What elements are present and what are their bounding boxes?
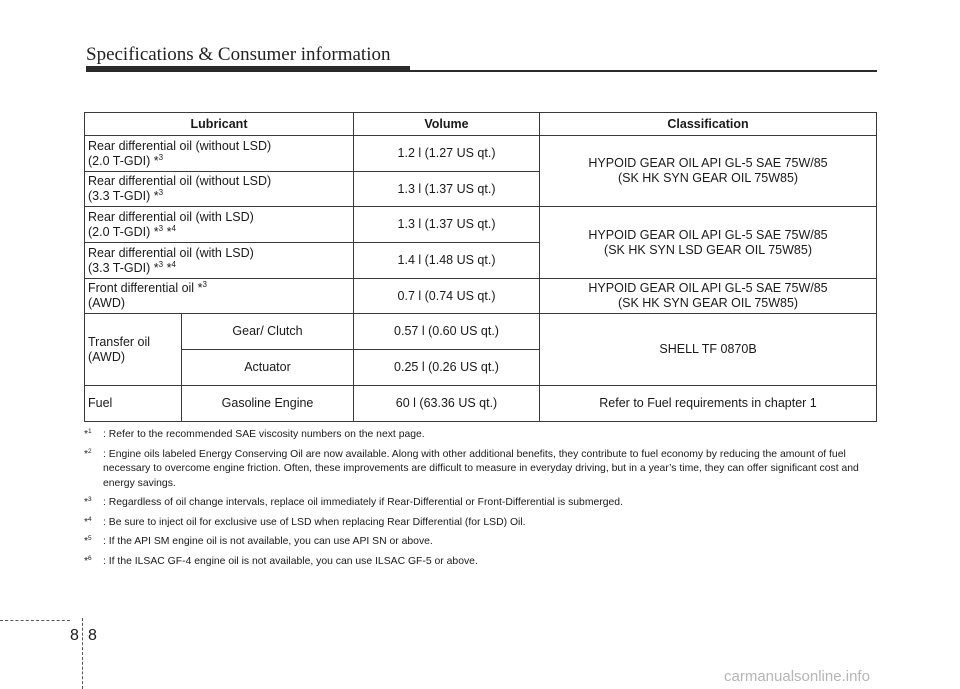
lubricant-name: Transfer oil — [88, 334, 151, 349]
classification-line: HYPOID GEAR OIL API GL-5 SAE 75W/85 — [588, 156, 828, 170]
footnote-asterisk: * — [84, 497, 89, 508]
footnote-mark: * — [197, 281, 203, 295]
volume-cell: 1.3 l (1.37 US qt.) — [354, 172, 540, 207]
footnote-ref: 3 — [158, 259, 164, 269]
footnote-ref: 4 — [171, 223, 176, 233]
lubricant-engine: (3.3 T-GDI) — [88, 260, 151, 275]
classification-cell — [540, 279, 877, 314]
volume-cell: 60 l (63.36 US qt.) — [354, 386, 540, 422]
volume-cell: 1.3 l (1.37 US qt.) — [354, 207, 540, 243]
footnote-text: : Engine oils labeled Energy Conserving Oil are now available. Along with other additional benefits, they contribute to fuel economy by reducing the amount of fuel necessary to overcome engine friction. Often, these improvements are difficult to measure in everyday driving, but in a year’s time, they can offer significant cost and energy savings. — [103, 448, 859, 489]
footnote-ref: 3 — [202, 280, 207, 289]
lubricant-engine: (3.3 T-GDI) — [88, 189, 151, 203]
footnote-asterisk: * — [84, 429, 89, 440]
margin-dash-horizontal — [0, 620, 70, 621]
footnote-marker — [84, 535, 103, 550]
header-volume: Volume — [354, 113, 540, 136]
footnote-number: 2 — [88, 447, 92, 455]
lubricant-cell — [85, 207, 354, 243]
volume-cell: 0.25 l (0.26 US qt.) — [354, 350, 540, 386]
lubricant-name: Rear differential oil (with LSD) — [88, 245, 254, 260]
lubricant-cell — [85, 243, 354, 279]
classification-cell — [540, 136, 877, 207]
footnote-mark: * — [153, 189, 159, 203]
footnote-text: : If the ILSAC GF-4 engine oil is not available, you can use ILSAC GF-5 or above. — [103, 555, 478, 567]
classification-cell: Refer to Fuel requirements in chapter 1 — [540, 386, 877, 422]
header-rule-thick — [86, 66, 410, 72]
section-number: 8 — [70, 627, 79, 644]
page-number: 8 — [88, 627, 97, 644]
footnote-marker — [84, 516, 103, 531]
margin-dash-vertical — [82, 618, 83, 689]
footnote-item — [84, 496, 877, 511]
footnote-text: : Regardless of oil change intervals, replace oil immediately if Rear-Differential or Front-Differential is submerged. — [103, 497, 623, 508]
table-row — [85, 207, 877, 243]
lubricant-spec-table — [84, 112, 877, 422]
footnote-text: : If the API SM engine oil is not available, you can use API SN or above. — [103, 536, 433, 547]
footnote-mark: * — [166, 224, 172, 239]
volume-cell: 0.7 l (0.74 US qt.) — [354, 279, 540, 314]
classification-line: HYPOID GEAR OIL API GL-5 SAE 75W/85 — [588, 227, 828, 242]
classification-line: (SK HK SYN GEAR OIL 75W85) — [617, 296, 799, 310]
lubricant-engine: (AWD) — [88, 349, 126, 364]
lubricant-cell — [85, 136, 354, 172]
footnote-item — [84, 448, 877, 492]
table-row — [85, 314, 877, 350]
header-classification: Classification — [540, 113, 877, 136]
classification-cell — [540, 207, 877, 279]
footnote-item — [84, 555, 877, 570]
classification-cell: SHELL TF 0870B — [540, 314, 877, 386]
lubricant-name: Front differential oil — [88, 281, 195, 295]
footnote-number: 3 — [88, 496, 92, 503]
volume-cell: 1.2 l (1.27 US qt.) — [354, 136, 540, 172]
footnote-mark: * — [166, 260, 172, 275]
footnote-number: 6 — [88, 554, 92, 562]
classification-line: (SK HK SYN LSD GEAR OIL 75W85) — [604, 242, 812, 257]
lubricant-name: Rear differential oil (without LSD) — [88, 174, 272, 188]
footnote-mark: * — [153, 260, 159, 275]
lubricant-name: Rear differential oil (with LSD) — [88, 209, 254, 224]
footnote-ref: 3 — [158, 188, 164, 197]
classification-line: (SK HK SYN GEAR OIL 75W85) — [617, 171, 799, 185]
footnote-ref: 3 — [158, 152, 164, 162]
footnote-item — [84, 428, 877, 443]
footnote-item — [84, 535, 877, 550]
lubricant-cell: Fuel — [85, 386, 182, 422]
sub-type-cell: Gear/ Clutch — [182, 314, 354, 350]
lubricant-cell — [85, 279, 354, 314]
footnote-item — [84, 516, 877, 531]
lubricant-engine: (2.0 T-GDI) — [88, 153, 151, 168]
footnote-ref: 4 — [171, 259, 176, 269]
table-header-row — [85, 113, 877, 136]
watermark: carmanualsonline.info — [724, 668, 870, 685]
volume-cell: 1.4 l (1.48 US qt.) — [354, 243, 540, 279]
sub-type-cell: Actuator — [182, 350, 354, 386]
footnote-marker — [84, 555, 103, 570]
footnote-marker — [84, 428, 103, 443]
header-lubricant: Lubricant — [85, 113, 354, 136]
sub-type-cell: Gasoline Engine — [182, 386, 354, 422]
volume-cell: 0.57 l (0.60 US qt.) — [354, 314, 540, 350]
footnote-number: 5 — [88, 535, 92, 542]
footnote-text: : Be sure to inject oil for exclusive use of LSD when replacing Rear Differential (for LSD) Oil. — [103, 516, 526, 528]
lubricant-engine: (AWD) — [88, 296, 126, 310]
footnotes — [84, 428, 877, 574]
footnote-asterisk: * — [84, 448, 89, 460]
lubricant-cell — [85, 172, 354, 207]
footnote-asterisk: * — [84, 516, 89, 528]
footnote-text: : Refer to the recommended SAE viscosity numbers on the next page. — [103, 429, 425, 440]
lubricant-cell — [85, 314, 182, 386]
header-rule-thin — [410, 70, 877, 72]
table-row — [85, 136, 877, 172]
footnote-number: 4 — [88, 515, 92, 523]
footnote-ref: 3 — [158, 223, 164, 233]
footnote-number: 1 — [88, 428, 92, 435]
page-header-title: Specifications & Consumer information — [86, 44, 391, 65]
footnote-asterisk: * — [84, 536, 89, 547]
lubricant-name: Rear differential oil (without LSD) — [88, 138, 272, 153]
classification-line: HYPOID GEAR OIL API GL-5 SAE 75W/85 — [588, 281, 828, 295]
footnote-marker — [84, 448, 103, 492]
footnote-asterisk: * — [84, 555, 89, 567]
footnote-mark: * — [153, 224, 159, 239]
footnote-marker — [84, 496, 103, 511]
footnote-mark: * — [153, 153, 159, 168]
lubricant-engine: (2.0 T-GDI) — [88, 224, 151, 239]
table-row — [85, 279, 877, 314]
table-row — [85, 386, 877, 422]
